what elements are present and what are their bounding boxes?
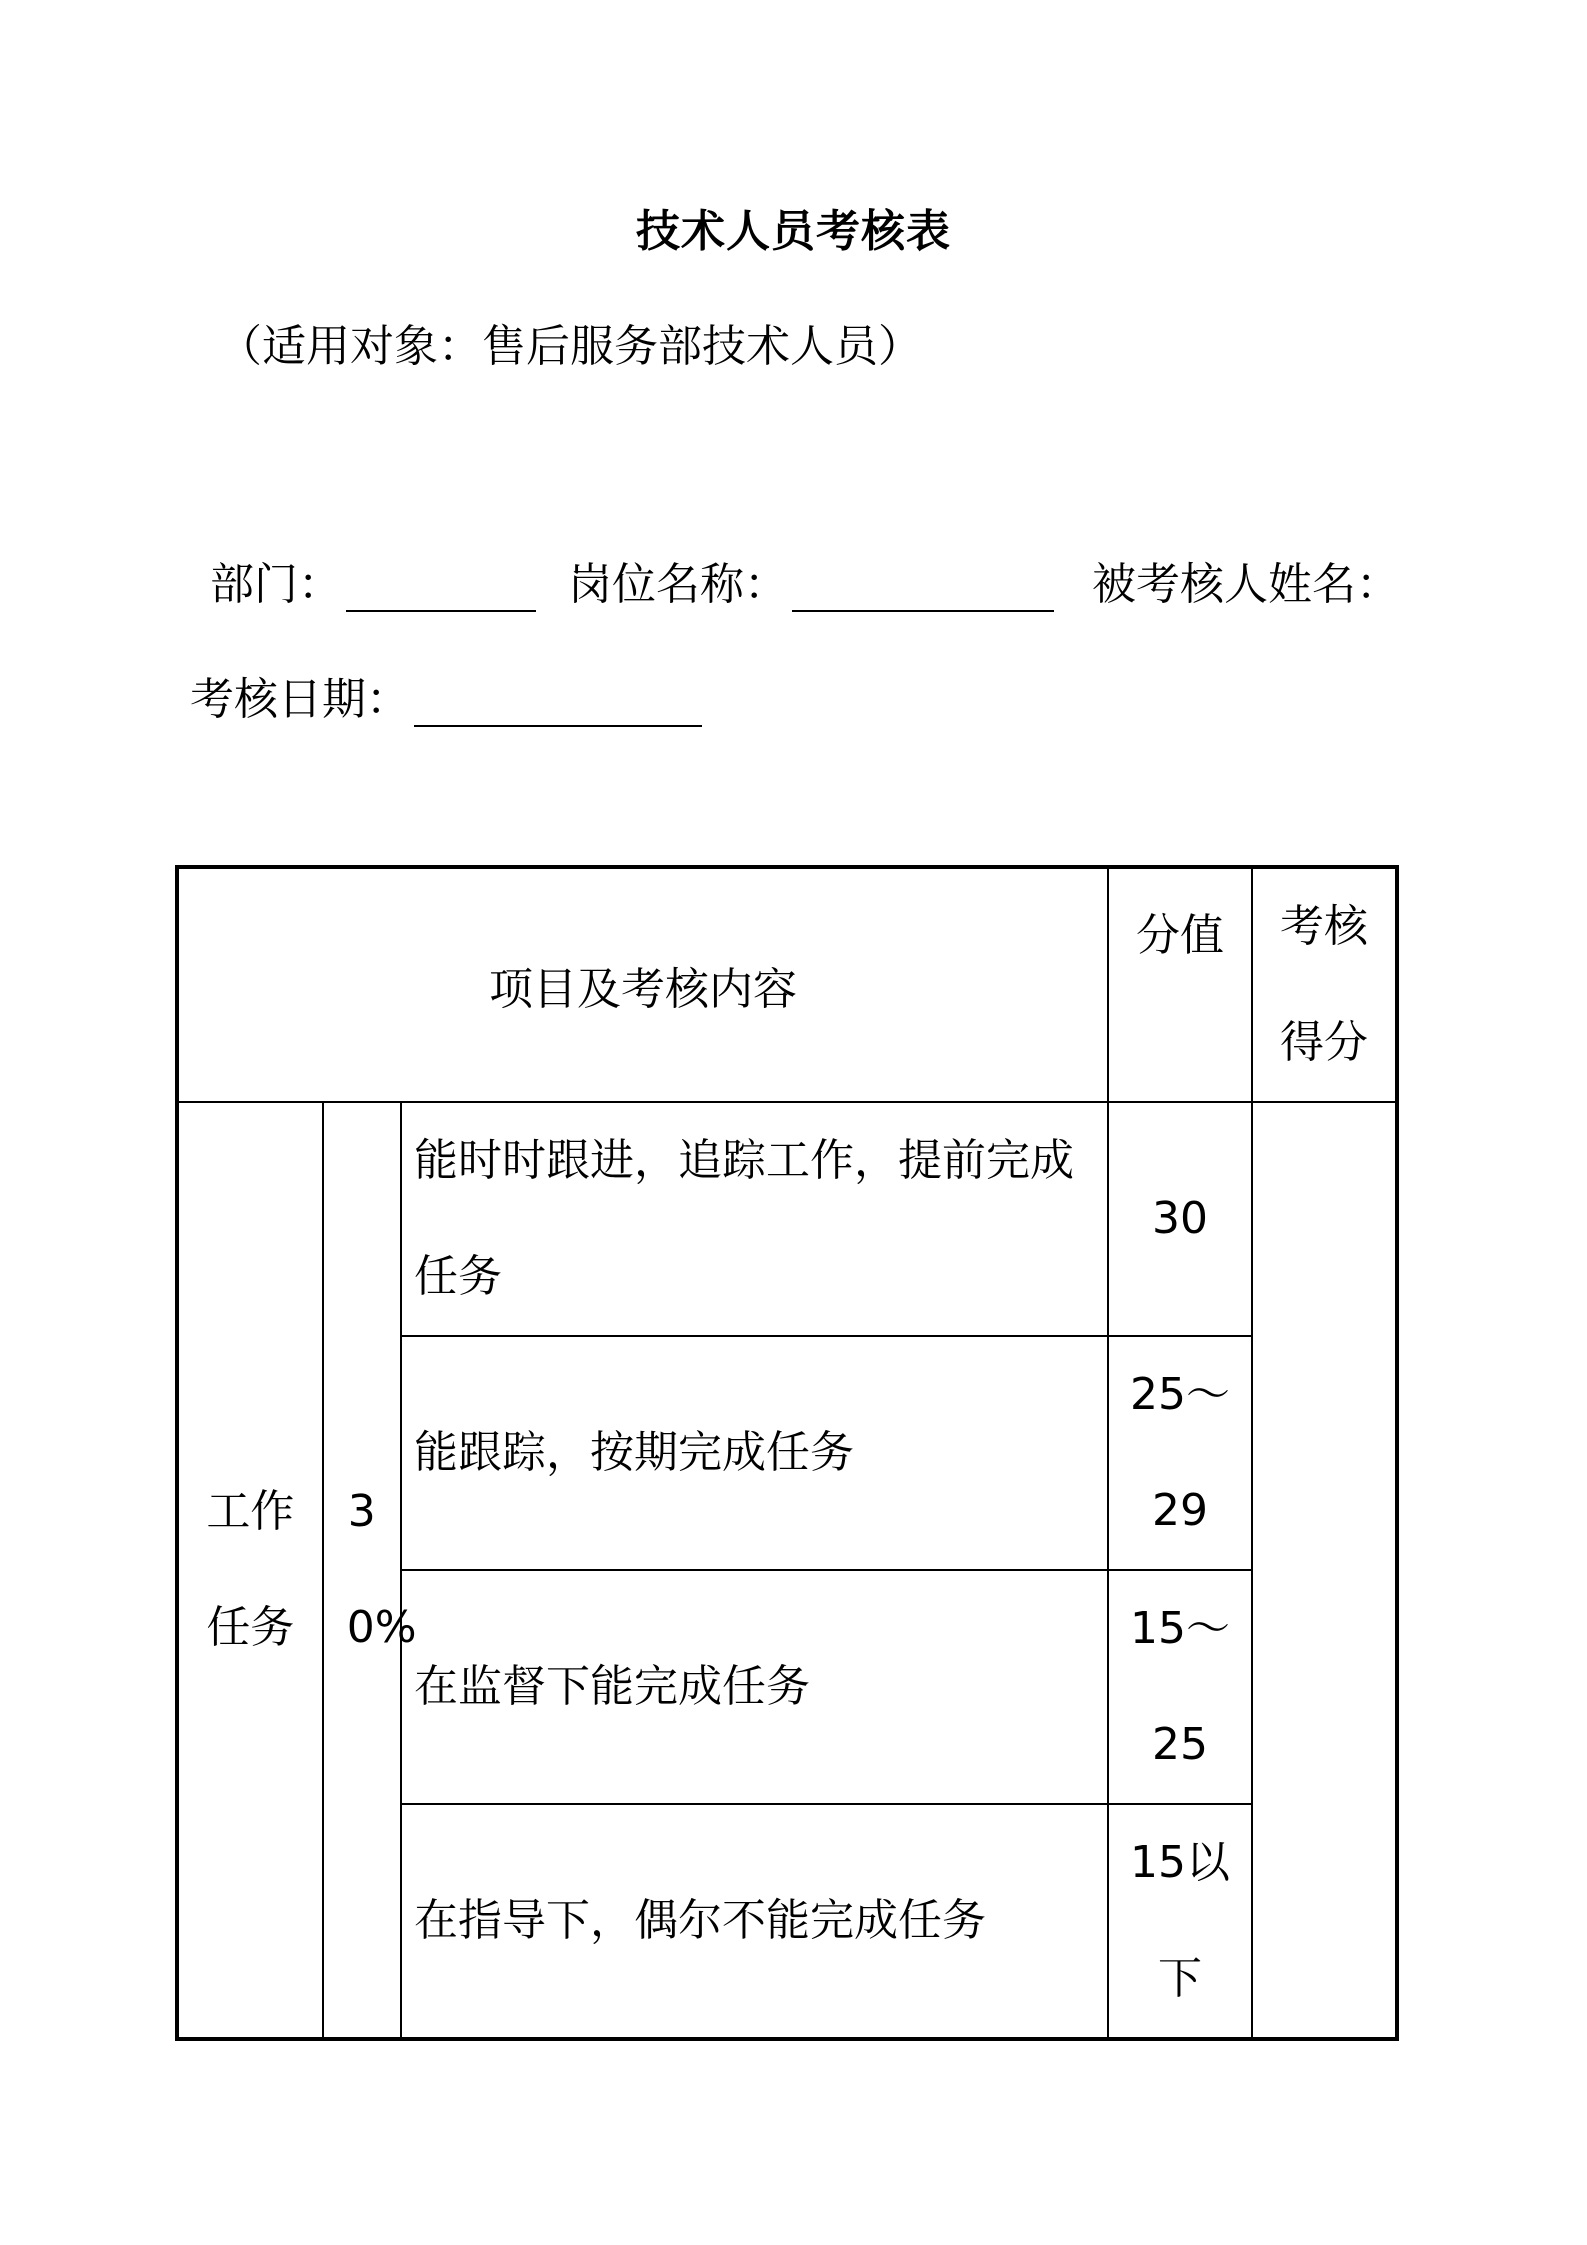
criteria-description: 在指导下，偶尔不能完成任务 xyxy=(401,1804,1108,2039)
position-blank[interactable] xyxy=(792,570,1054,612)
table-header-row xyxy=(177,867,1397,1102)
category-name: 工作任务 xyxy=(206,1486,295,1653)
result-input-cell[interactable] xyxy=(1252,1102,1397,2039)
department-field xyxy=(210,548,536,612)
position-label: 岗位名称： xyxy=(568,559,788,610)
criteria-score xyxy=(1108,1570,1252,1804)
date-field xyxy=(190,663,702,727)
date-label: 考核日期： xyxy=(190,674,410,725)
header-result-text: 考核得分 xyxy=(1280,901,1368,1068)
subtitle: （适用对象：售后服务部技术人员） xyxy=(218,321,922,372)
header-result xyxy=(1252,867,1397,1102)
criteria-score-text: 15以下 xyxy=(1130,1837,1230,2004)
criteria-score xyxy=(1108,1804,1252,2039)
criteria-description: 在监督下能完成任务 xyxy=(401,1570,1108,1804)
position-field xyxy=(568,548,1054,612)
criteria-description: 能时时跟进，追踪工作，提前完成任务 xyxy=(401,1102,1108,1336)
criteria-score: 30 xyxy=(1108,1102,1252,1336)
criteria-description: 能跟踪，按期完成任务 xyxy=(401,1336,1108,1570)
criteria-score-text: 25～29 xyxy=(1130,1369,1230,1536)
department-label: 部门： xyxy=(210,559,342,610)
header-item: 项目及考核内容 xyxy=(177,867,1108,1102)
criteria-score-text: 15～25 xyxy=(1130,1603,1230,1770)
category-weight: 30% xyxy=(346,1486,417,1653)
page-title: 技术人员考核表 xyxy=(636,206,951,257)
date-blank[interactable] xyxy=(414,685,702,727)
criteria-score xyxy=(1108,1336,1252,1570)
header-score: 分值 xyxy=(1108,867,1252,1102)
assessee-field xyxy=(1092,548,1400,612)
assessment-table xyxy=(175,865,1399,2041)
category-cell xyxy=(177,1102,323,2039)
weight-cell xyxy=(323,1102,417,2039)
assessee-label: 被考核人姓名： xyxy=(1092,559,1400,610)
table-row xyxy=(177,1102,1397,1336)
department-blank[interactable] xyxy=(346,570,536,612)
